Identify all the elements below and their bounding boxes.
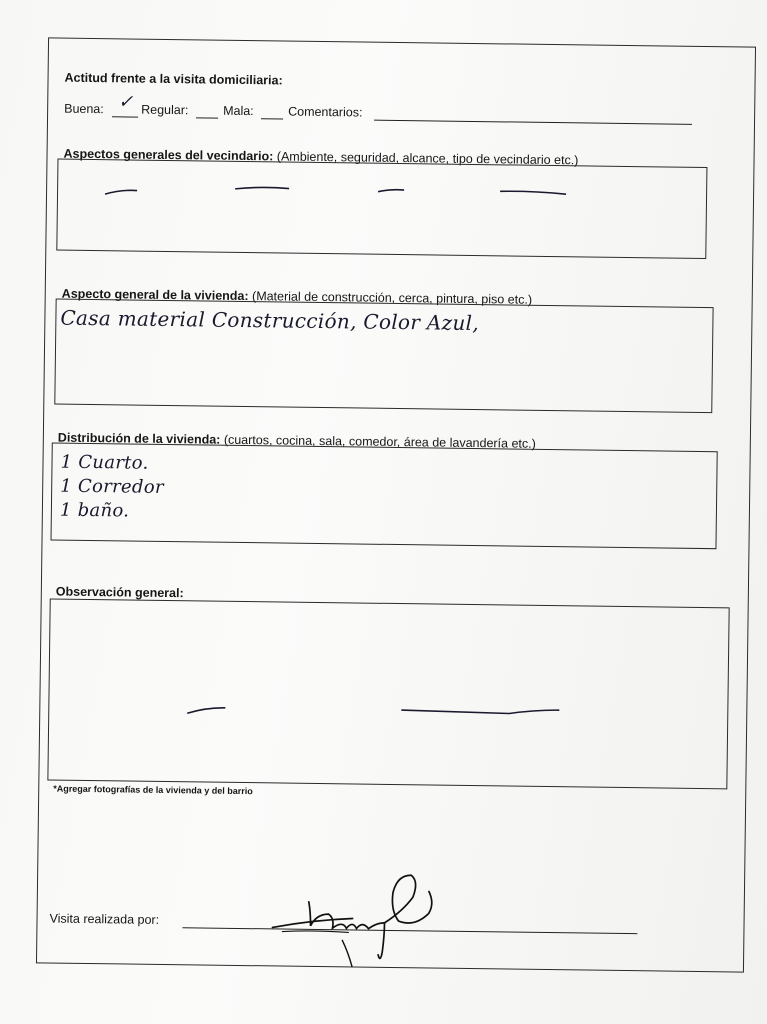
neighborhood-title: Aspectos generales del vecindario: bbox=[63, 146, 274, 164]
neighborhood-dash-2 bbox=[233, 184, 293, 195]
good-check-mark: ✓ bbox=[118, 91, 134, 113]
attitude-title: Actitud frente a la visita domiciliaria: bbox=[64, 70, 283, 88]
neighborhood-dash-4 bbox=[498, 187, 570, 198]
bad-label: Mala: bbox=[223, 103, 254, 119]
bad-blank[interactable] bbox=[261, 118, 283, 119]
observation-dash-1 bbox=[185, 703, 229, 718]
neighborhood-box[interactable] bbox=[56, 159, 707, 260]
photos-footnote: *Agregar fotografías de la vivienda y del barrio bbox=[53, 783, 253, 797]
distribution-title: Distribución de la vivienda: bbox=[57, 430, 221, 447]
distribution-box[interactable] bbox=[51, 442, 718, 549]
observation-dash-2 bbox=[399, 704, 563, 718]
housing-hint: (Material de construcción, cerca, pintura, piso etc.) bbox=[251, 289, 533, 307]
regular-blank[interactable] bbox=[196, 117, 218, 118]
neighborhood-hint: (Ambiente, seguridad, alcance, tipo de vecindario etc.) bbox=[276, 149, 579, 168]
observation-box[interactable] bbox=[47, 598, 729, 789]
signature-image bbox=[252, 861, 473, 974]
distribution-item: 1 Cuarto. bbox=[60, 451, 149, 474]
regular-label: Regular: bbox=[141, 102, 189, 118]
comments-line[interactable] bbox=[374, 120, 692, 125]
good-label: Buena: bbox=[64, 101, 104, 117]
distribution-item: 1 Corredor bbox=[60, 475, 164, 498]
neighborhood-dash-3 bbox=[376, 186, 408, 196]
form-frame bbox=[36, 37, 756, 972]
housing-answer: Casa material Construcción, Color Azul, bbox=[60, 305, 480, 336]
visit-label: Visita realizada por: bbox=[49, 911, 160, 927]
good-blank[interactable] bbox=[112, 116, 138, 117]
housing-title: Aspecto general de la vivienda: bbox=[61, 286, 249, 304]
housing-box[interactable] bbox=[54, 299, 713, 414]
comments-label: Comentarios: bbox=[288, 104, 363, 120]
distribution-hint: (cuartos, cocina, sala, comedor, área de lavandería etc.) bbox=[223, 432, 536, 451]
observation-title: Observación general: bbox=[55, 584, 184, 601]
neighborhood-dash-1 bbox=[103, 186, 143, 199]
distribution-item: 1 baño. bbox=[59, 499, 130, 522]
